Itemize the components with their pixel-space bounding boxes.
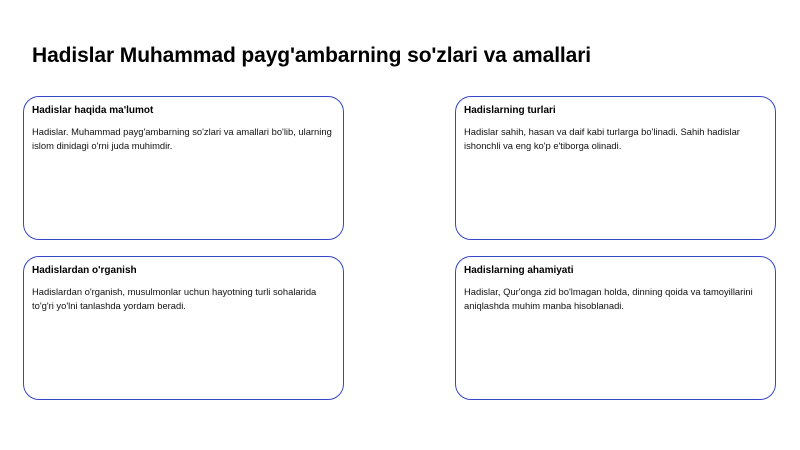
info-card-about-hadith — [23, 96, 344, 240]
card-heading: Hadislarning turlari — [464, 105, 556, 116]
card-heading: Hadislar haqida ma'lumot — [32, 105, 154, 116]
info-card-learning-from-hadith — [23, 256, 344, 400]
info-card-hadith-importance — [455, 256, 776, 400]
card-heading: Hadislarning ahamiyati — [464, 265, 574, 276]
card-text: Hadislar. Muhammad payg'ambarning so'zlari va amallari bo'lib, ularning islom dinidagi o'rni juda muhimdir. — [32, 126, 332, 151]
card-text: Hadislardan o'rganish, musulmonlar uchun hayotning turli sohalarida to'g'ri yo'lni tanlashda yordam beradi. — [32, 286, 317, 311]
card-text: Hadislar, Qur'onga zid bo'lmagan holda, dinning qoida va tamoyillarini aniqlashda muhim manba hisoblanadi. — [464, 286, 753, 311]
info-card-hadith-types — [455, 96, 776, 240]
card-text: Hadislar sahih, hasan va daif kabi turlarga bo'linadi. Sahih hadislar ishonchli va eng ko'p e'tiborga olinadi. — [464, 126, 740, 151]
slide-title: Hadislar Muhammad payg'ambarning so'zlari va amallari — [32, 44, 592, 67]
card-heading: Hadislardan o'rganish — [32, 265, 137, 276]
